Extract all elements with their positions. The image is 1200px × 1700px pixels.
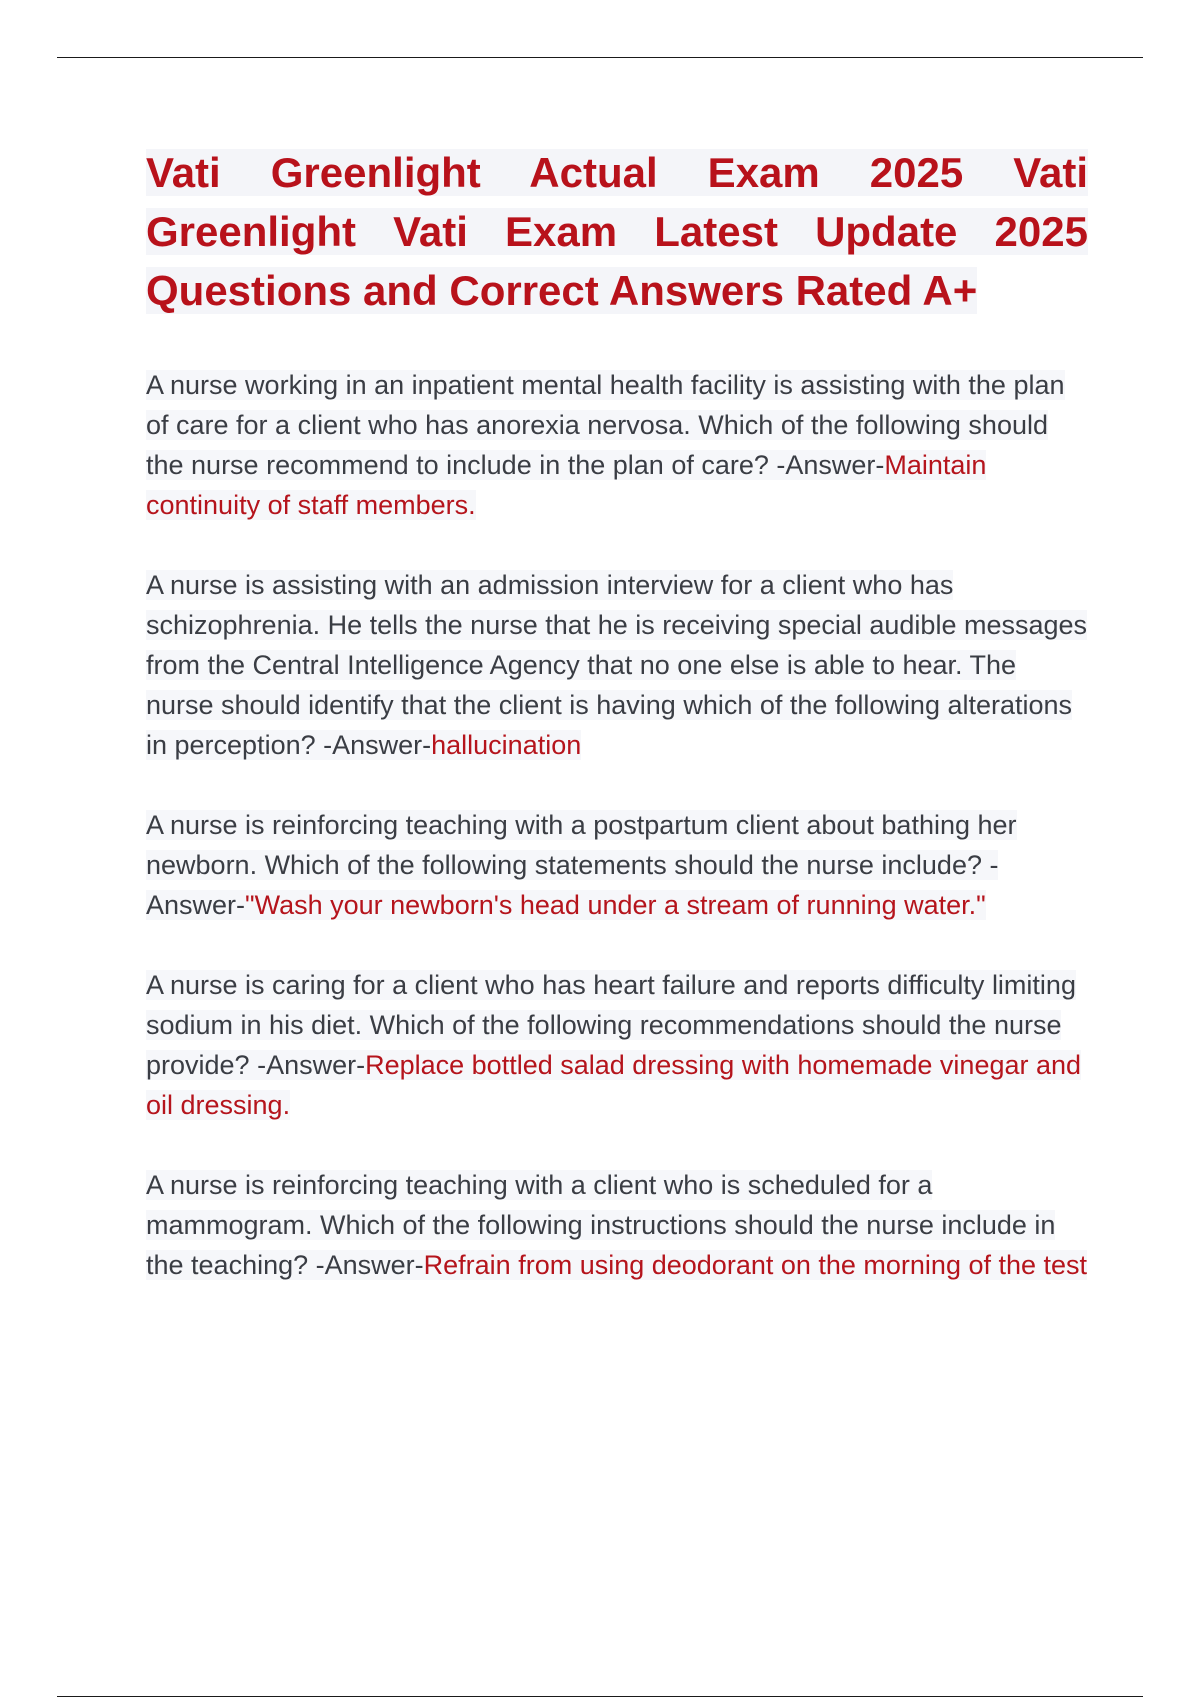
- question-item-5: [146, 1165, 1088, 1285]
- question-list: [146, 365, 1088, 1285]
- answer-text: Maintain continuity of staff members.: [146, 450, 987, 520]
- question-text: A nurse working in an inpatient mental health facility is assisting with the plan of care for a client who has anorexia nervosa. Which of the following should the nurse recommend to include in the plan of care? -Answer-: [146, 370, 1065, 480]
- top-divider: [57, 57, 1143, 58]
- question-text: A nurse is caring for a client who has heart failure and reports difficulty limiting sodium in his diet. Which of the following recommendations should the nurse provide? -Answer-: [146, 970, 1076, 1080]
- question-item-4: [146, 965, 1088, 1125]
- answer-text: Replace bottled salad dressing with homemade vinegar and oil dressing.: [146, 1050, 1082, 1120]
- answer-text: Refrain from using deodorant on the morning of the test: [423, 1250, 1088, 1280]
- question-text: A nurse is reinforcing teaching with a client who is scheduled for a mammogram. Which of the following instructions should the nurse include in the teaching? -Answer-: [146, 1170, 1056, 1280]
- question-text: A nurse is reinforcing teaching with a postpartum client about bathing her newborn. Which of the following statements should the nurse include? -Answer-: [146, 810, 1017, 920]
- bottom-divider: [57, 1696, 1143, 1697]
- document-title: [146, 143, 1088, 320]
- question-item-3: [146, 805, 1088, 925]
- question-item-1: [146, 365, 1088, 525]
- question-item-2: [146, 565, 1088, 765]
- answer-text: "Wash your newborn's head under a stream of running water.": [245, 890, 986, 920]
- document-title-text: Vati Greenlight Actual Exam 2025 Vati Greenlight Vati Exam Latest Update 2025 Questions and Correct Answers Rated A+: [146, 149, 1088, 314]
- question-text: A nurse is assisting with an admission interview for a client who has schizophrenia. He tells the nurse that he is receiving special audible messages from the Central Intelligence Agency that no one else is able to hear. The nurse should identify that the client is having which of the following alterations in perception? -Answer-: [146, 570, 1088, 760]
- answer-text: hallucination: [431, 730, 582, 760]
- document-body: [146, 143, 1088, 1325]
